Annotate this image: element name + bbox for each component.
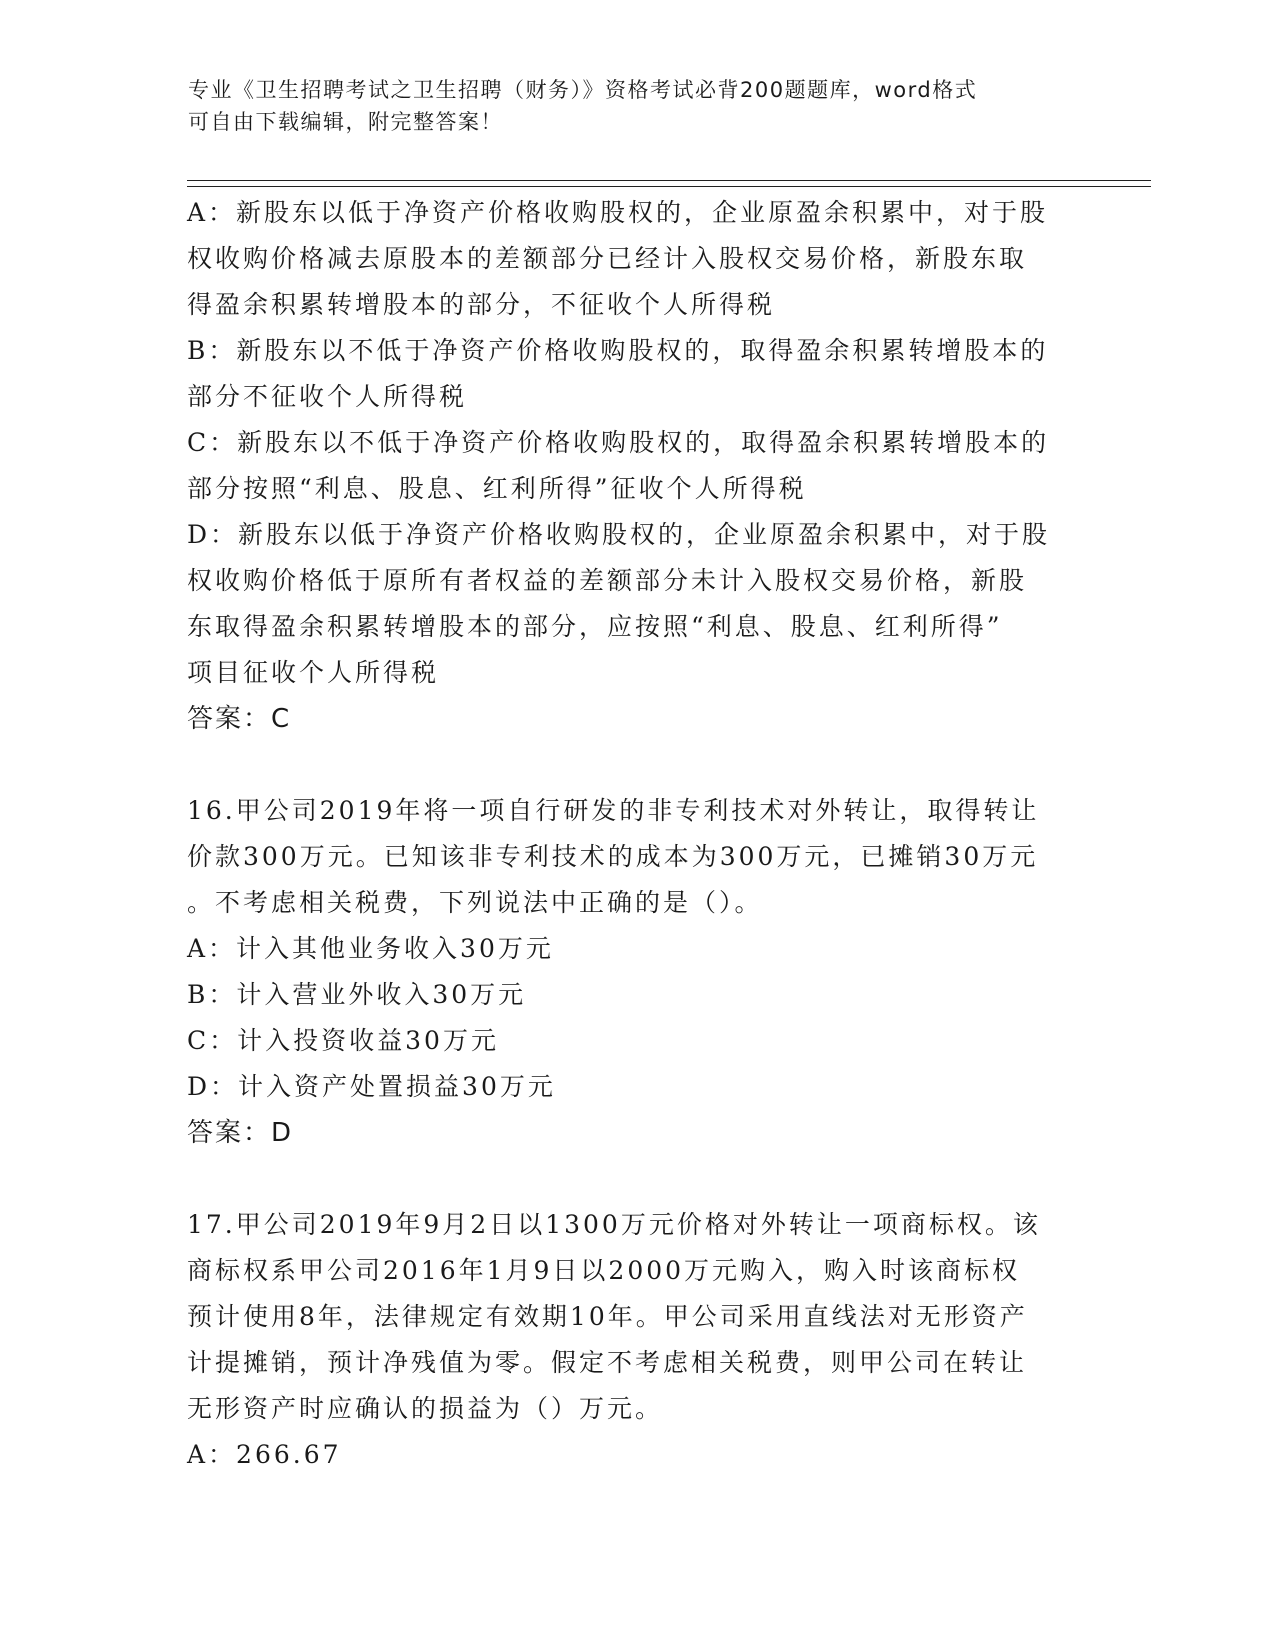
answer-label: 答案：D [187,1118,294,1148]
question-17 [187,1202,1087,1478]
document-header [188,74,1068,138]
stem-line: 计提摊销，预计净残值为零。假定不考虑相关税费，则甲公司在转让 [187,1348,1028,1377]
option-d [187,512,1087,696]
option-line: 项目征收个人所得税 [187,658,440,687]
option-line: 东取得盈余积累转增股本的部分，应按照“利息、股息、红利所得” [187,612,1003,641]
spacer [187,1156,1087,1202]
question-15 [187,190,1087,742]
question-stem [187,788,1087,926]
option-line: D：新股东以低于净资产价格收购股权的，企业原盈余积累中，对于股 [187,520,1051,549]
stem-line: 。不考虑相关税费，下列说法中正确的是（）。 [187,888,763,917]
option-line: 得盈余积累转增股本的部分，不征收个人所得税 [187,290,776,319]
stem-line: 17.甲公司2019年9月2日以1300万元价格对外转让一项商标权。该 [187,1210,1041,1239]
question-stem [187,1202,1087,1432]
question-16 [187,788,1087,1156]
header-title-line-2: 可自由下载编辑，附完整答案！ [188,110,503,134]
header-title-line-1: 专业《卫生招聘考试之卫生招聘（财务）》资格考试必背200题题库，word格式 [188,78,978,102]
header-divider-top [187,180,1151,181]
stem-line: 16.甲公司2019年将一项自行研发的非专利技术对外转让，取得转让 [187,796,1040,825]
option-b [187,328,1087,420]
option-c [187,420,1087,512]
option-c: C：计入投资收益30万元 [187,1026,499,1055]
option-line: 部分不征收个人所得税 [187,382,468,411]
stem-line: 价款300万元。已知该非专利技术的成本为300万元，已摊销30万元 [187,842,1039,871]
option-line: 权收购价格减去原股本的差额部分已经计入股权交易价格，新股东取 [187,244,1028,273]
option-line: C：新股东以不低于净资产价格收购股权的，取得盈余积累转增股本的 [187,428,1050,457]
option-line: A：新股东以低于净资产价格收购股权的，企业原盈余积累中，对于股 [187,198,1049,227]
option-a: A：计入其他业务收入30万元 [187,934,554,963]
option-line: 部分按照“利息、股息、红利所得”征收个人所得税 [187,474,807,503]
option-line: 权收购价格低于原所有者权益的差额部分未计入股权交易价格，新股 [187,566,1028,595]
stem-line: 商标权系甲公司2016年1月9日以2000万元购入，购入时该商标权 [187,1256,1021,1285]
option-line: B：新股东以不低于净资产价格收购股权的，取得盈余积累转增股本的 [187,336,1049,365]
header-divider-bottom [187,186,1151,187]
spacer [187,742,1087,788]
stem-line: 预计使用8年，法律规定有效期10年。甲公司采用直线法对无形资产 [187,1302,1028,1331]
option-d: D：计入资产处置损益30万元 [187,1072,556,1101]
stem-line: 无形资产时应确认的损益为（）万元。 [187,1394,664,1423]
option-b: B：计入营业外收入30万元 [187,980,527,1009]
answer-label: 答案：C [187,704,292,734]
option-a [187,190,1087,328]
option-a: A：266.67 [187,1440,342,1469]
document-body [187,190,1087,1478]
